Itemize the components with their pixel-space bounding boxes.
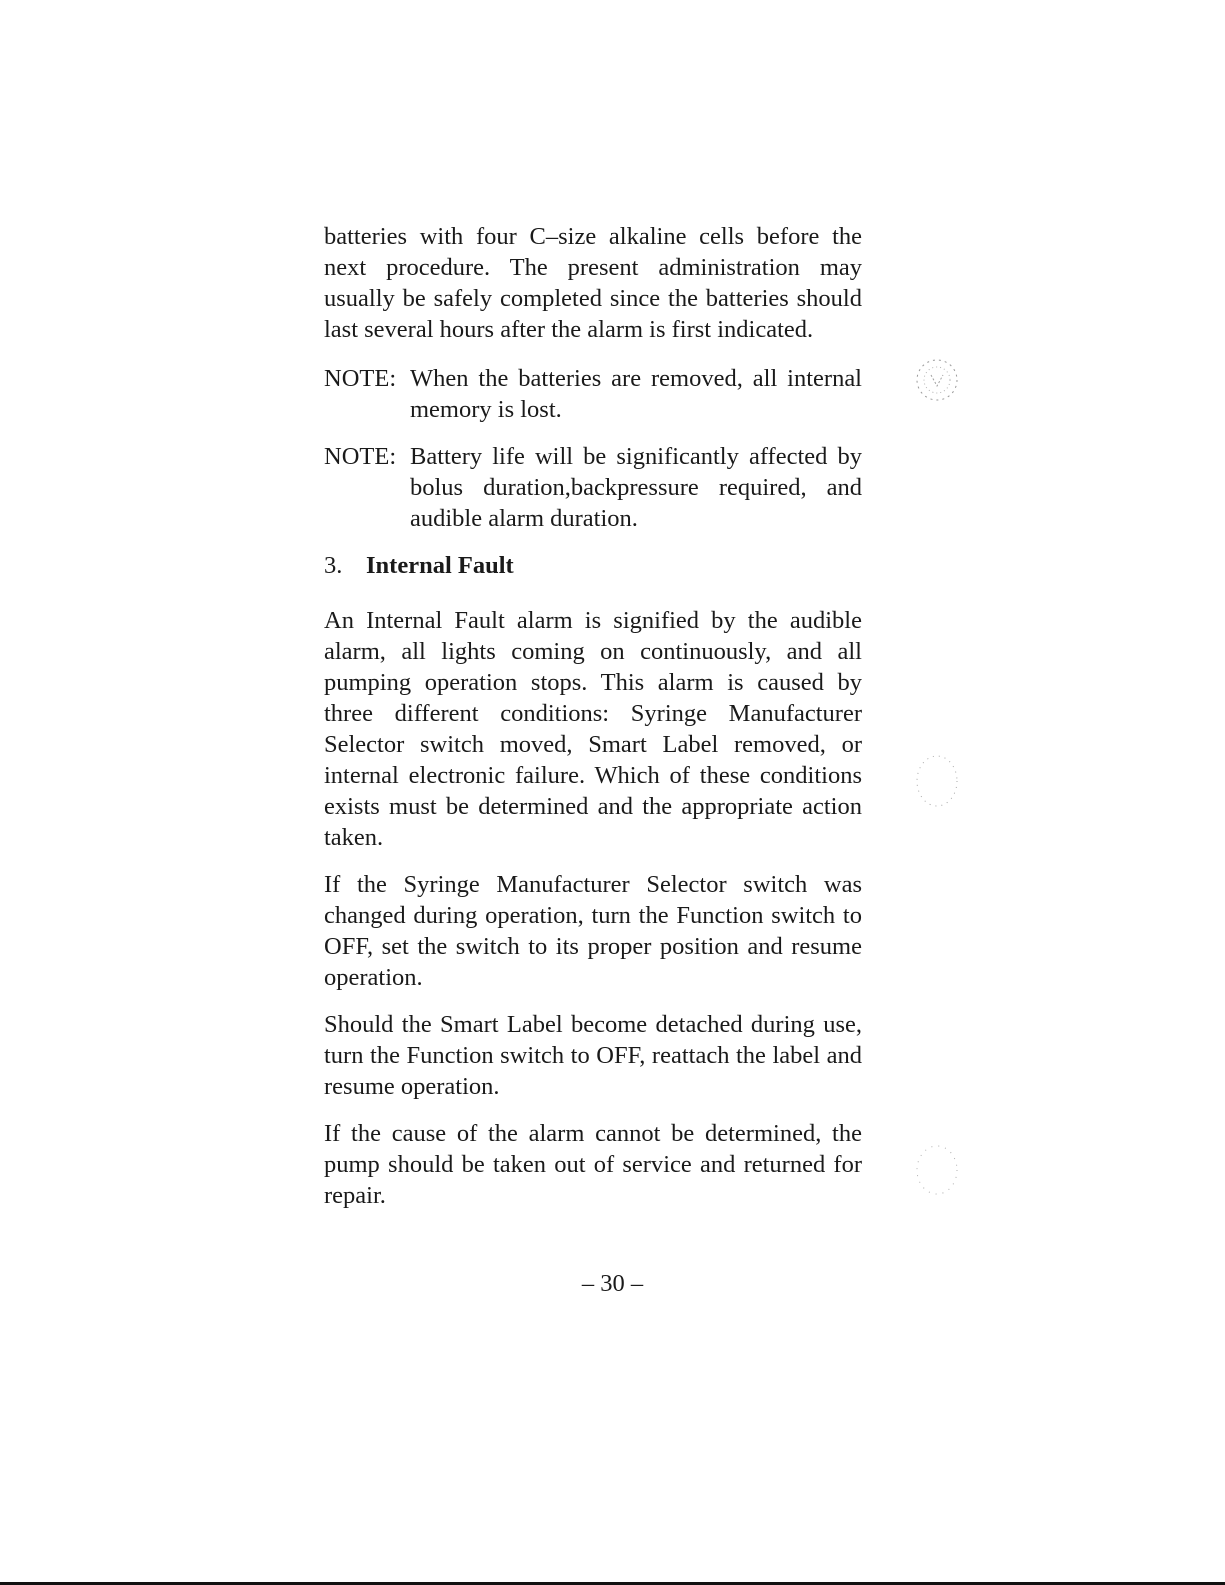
paragraph-smart-label: Should the Smart Label become detached during use, turn the Function switch to OFF, reattach the label and resume operation. <box>324 1011 862 1100</box>
note-battery-life <box>324 441 862 534</box>
paragraph-cause-undetermined: If the cause of the alarm cannot be determined, the pump should be taken out of service and returned for repair. <box>324 1120 862 1209</box>
page-body <box>324 221 862 1227</box>
punch-hole-mark <box>912 1140 962 1200</box>
page-number: – 30 – <box>581 1270 644 1297</box>
note-text: When the batteries are removed, all internal memory is lost. <box>410 365 862 423</box>
note-battery-memory <box>324 363 862 425</box>
note-text: Battery life will be significantly affected by bolus duration,backpressure required, and audible alarm duration. <box>410 443 862 532</box>
section-number: 3. <box>324 552 343 579</box>
punch-hole-mark <box>912 355 962 405</box>
note-label: NOTE: <box>324 443 397 470</box>
section-heading <box>324 550 862 581</box>
paragraph-internal-fault-description: An Internal Fault alarm is signified by the audible alarm, all lights coming on continuously, and all pumping operation stops. This alarm is caused by three different conditions: Syringe Manufacturer Selector switch moved, Smart Label removed, or internal electronic failure. Which of these conditions exists must be determined and the appropriate action taken. <box>324 607 862 851</box>
section-title: Internal Fault <box>366 552 514 579</box>
intro-paragraph: batteries with four C–size alkaline cells before the next procedure. The present administration may usually be safely completed since the batteries should last several hours after the alarm is first indicated. <box>324 223 862 343</box>
paragraph-syringe-selector: If the Syringe Manufacturer Selector switch was changed during operation, turn the Function switch to OFF, set the switch to its proper position and resume operation. <box>324 871 862 991</box>
note-label: NOTE: <box>324 365 397 392</box>
punch-hole-mark <box>912 750 962 812</box>
